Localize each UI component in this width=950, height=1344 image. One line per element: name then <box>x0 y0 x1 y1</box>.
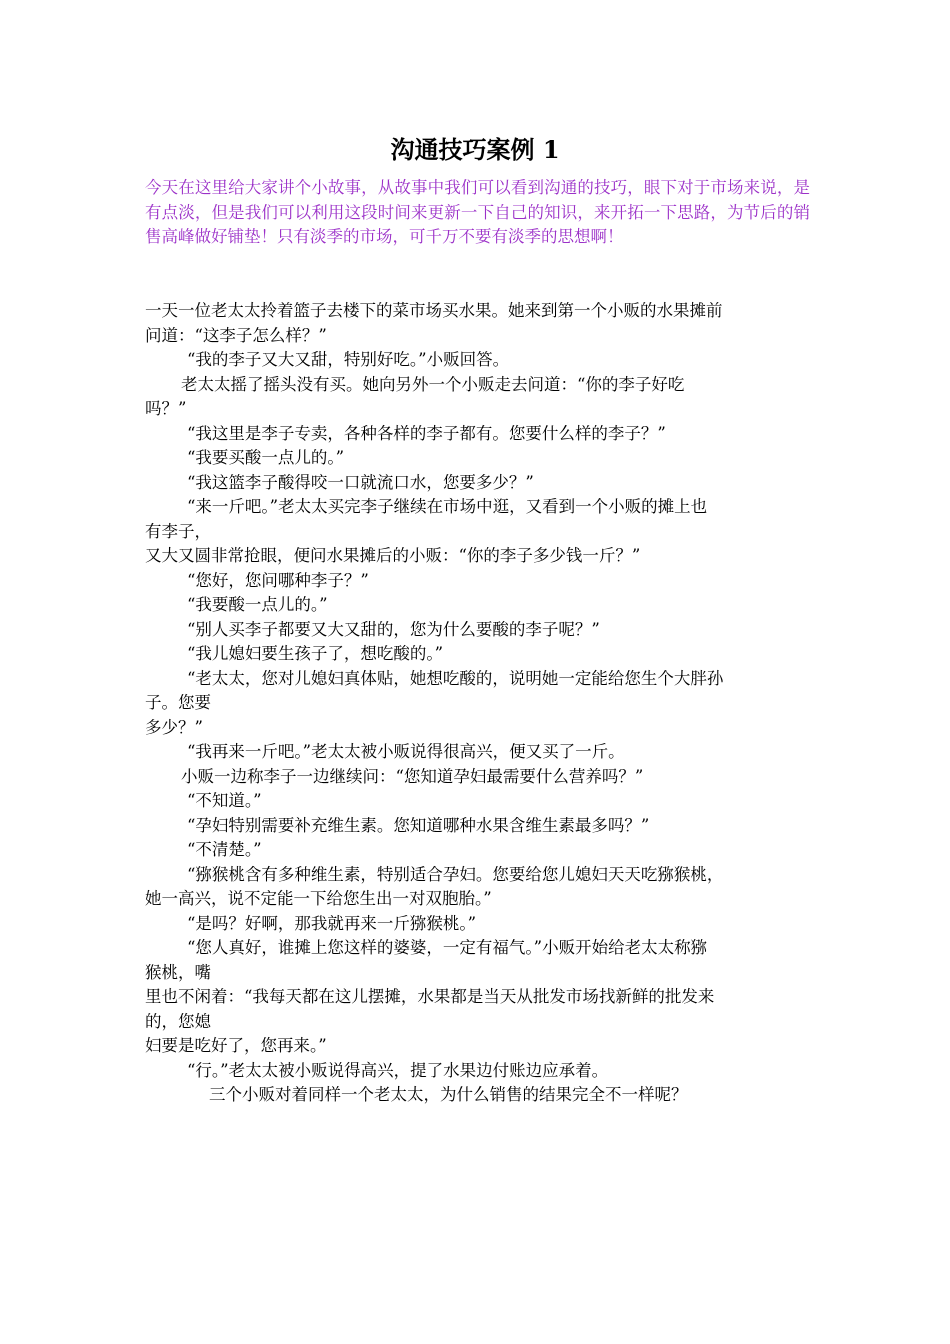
story-line: 的，您媳 <box>145 1011 211 1031</box>
story-line: “别人买李子都要又大又甜的，您为什么要酸的李子呢？” <box>187 619 600 639</box>
story-body <box>145 299 810 1108</box>
story-line: 里也不闲着：“我每天都在这儿摆摊，水果都是当天从批发市场找新鲜的批发来 <box>145 987 715 1006</box>
story-closing-question: 三个小贩对着同样一个老太太，为什么销售的结果完全不一样呢？ <box>209 1085 688 1104</box>
story-line: “我这篮李子酸得咬一口就流口水，您要多少？” <box>187 472 534 492</box>
story-line: “行。”老太太被小贩说得高兴，提了水果边付账边应承着。 <box>187 1060 609 1080</box>
story-line: “老太太，您对儿媳妇真体贴，她想吃酸的，说明她一定能给您生个大胖孙 <box>187 668 724 688</box>
story-line: “您人真好，谁摊上您这样的婆婆，一定有福气。”小贩开始给老太太称猕 <box>187 938 708 957</box>
document-title: 沟通技巧案例 1 <box>390 135 560 164</box>
story-line: “我要酸一点儿的。” <box>187 595 328 614</box>
story-line: 一天一位老太太拎着篮子去楼下的菜市场买水果。她来到第一个小贩的水果摊前 <box>145 301 723 320</box>
story-line: 妇要是吃好了，您再来。” <box>145 1036 327 1055</box>
story-line: 多少？” <box>145 717 203 737</box>
story-line: 吗？” <box>145 399 187 418</box>
story-line: 小贩一边称李子一边继续问：“您知道孕妇最需要什么营养吗？” <box>181 766 644 786</box>
story-line: 问道：“这李子怎么样？” <box>145 325 327 345</box>
intro-paragraph: 今天在这里给大家讲个小故事，从故事中我们可以看到沟通的技巧，眼下对于市场来说，是有点淡，但是我们可以利用这段时间来更新一下自己的知识，来开拓一下思路，为节后的销售高峰做好铺垫！只有淡季的市场，可千万不要有淡季的思想啊！ <box>145 178 810 246</box>
story-line: “我这里是李子专卖，各种各样的李子都有。您要什么样的李子？” <box>187 423 666 443</box>
story-line: 老太太摇了摇头没有买。她向另外一个小贩走去问道：“你的李子好吃 <box>181 374 685 394</box>
story-line: “孕妇特别需要补充维生素。您知道哪种水果含维生素最多吗？” <box>187 815 650 835</box>
story-line: 有李子， <box>145 521 211 541</box>
story-line: 猴桃，嘴 <box>145 962 211 982</box>
story-line: “我再来一斤吧。”老太太被小贩说得很高兴，便又买了一斤。 <box>187 742 625 761</box>
story-line: “您好，您问哪种李子？” <box>187 570 369 590</box>
story-line: “猕猴桃含有多种维生素，特别适合孕妇。您要给您儿媳妇天天吃猕猴桃， <box>187 864 724 884</box>
story-line: 子。您要 <box>145 693 211 712</box>
story-line: “来一斤吧。”老太太买完李子继续在市场中逛，又看到一个小贩的摊上也 <box>187 497 708 516</box>
story-line: “不清楚。” <box>187 840 262 859</box>
story-line: 她一高兴，说不定能一下给您生出一对双胞胎。” <box>145 889 492 908</box>
story-line: “是吗？好啊，那我就再来一斤猕猴桃。” <box>187 913 477 933</box>
story-line: “不知道。” <box>187 791 262 810</box>
story-line: 又大又圆非常抢眼，便问水果摊后的小贩：“你的李子多少钱一斤？” <box>145 546 641 565</box>
story-line: “我儿媳妇要生孩子了，想吃酸的。” <box>187 644 444 663</box>
story-line: “我要买酸一点儿的。” <box>187 448 345 467</box>
story-line: “我的李子又大又甜，特别好吃。”小贩回答。 <box>187 350 510 369</box>
